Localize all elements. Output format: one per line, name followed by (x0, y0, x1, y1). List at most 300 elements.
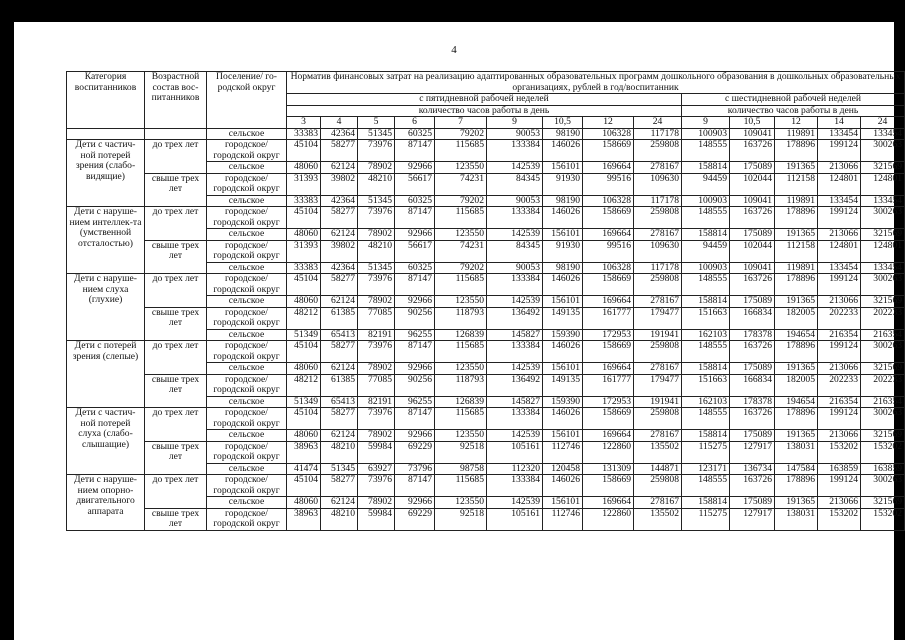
value-cell: 69229 (395, 441, 435, 463)
value-cell: 278167 (634, 363, 682, 375)
value-cell: 112158 (775, 240, 818, 262)
value-cell: 202233 (861, 374, 905, 396)
value-cell: 146026 (543, 207, 583, 229)
hours-six-3: 14 (818, 117, 861, 129)
value-cell: 278167 (634, 430, 682, 442)
value-cell: 133384 (487, 207, 543, 229)
value-cell: 122860 (583, 441, 634, 463)
value-cell: 191365 (775, 497, 818, 509)
value-cell: 45104 (287, 140, 321, 162)
value-cell: 138031 (775, 508, 818, 530)
value-cell: 118793 (435, 374, 487, 396)
value-cell: 62124 (321, 296, 358, 308)
value-cell: 78902 (358, 363, 395, 375)
value-cell: 179477 (634, 374, 682, 396)
age-cell (145, 128, 207, 140)
hours-five-0: 3 (287, 117, 321, 129)
value-cell: 259808 (634, 140, 682, 162)
value-cell: 178896 (775, 341, 818, 363)
value-cell: 300263 (861, 341, 905, 363)
category-cell: Дети с наруше-нием интеллек-та (умственной отсталостью) (67, 207, 145, 274)
value-cell: 169664 (583, 162, 634, 174)
value-cell: 156101 (543, 162, 583, 174)
value-cell: 115685 (435, 207, 487, 229)
value-cell: 73976 (358, 274, 395, 296)
value-cell: 87147 (395, 207, 435, 229)
value-cell: 58277 (321, 274, 358, 296)
category-cell: Дети с наруше-нием слуха (глухие) (67, 274, 145, 341)
value-cell: 146026 (543, 475, 583, 497)
value-cell: 77085 (358, 307, 395, 329)
value-cell: 133454 (861, 262, 905, 274)
value-cell: 148555 (682, 140, 730, 162)
value-cell: 123550 (435, 497, 487, 509)
value-cell: 105161 (487, 441, 543, 463)
value-cell: 175089 (730, 363, 775, 375)
settlement-cell: сельское (207, 195, 287, 207)
value-cell: 169664 (583, 363, 634, 375)
value-cell: 182005 (775, 307, 818, 329)
age-cell: до трех лет (145, 140, 207, 174)
value-cell: 79202 (435, 128, 487, 140)
value-cell: 166834 (730, 374, 775, 396)
value-cell: 92966 (395, 229, 435, 241)
settlement-cell: сельское (207, 363, 287, 375)
value-cell: 123550 (435, 430, 487, 442)
value-cell: 92966 (395, 296, 435, 308)
value-cell: 48060 (287, 296, 321, 308)
value-cell: 145827 (487, 396, 543, 408)
value-cell: 133384 (487, 341, 543, 363)
value-cell: 62124 (321, 162, 358, 174)
value-cell: 92966 (395, 162, 435, 174)
value-cell: 158669 (583, 341, 634, 363)
value-cell: 115685 (435, 475, 487, 497)
norm-table (66, 71, 905, 531)
value-cell: 48060 (287, 497, 321, 509)
age-cell: до трех лет (145, 475, 207, 509)
value-cell: 58277 (321, 140, 358, 162)
value-cell: 38963 (287, 508, 321, 530)
settlement-cell: городское/ городской округ (207, 274, 287, 296)
value-cell: 191365 (775, 363, 818, 375)
value-cell: 119891 (775, 195, 818, 207)
age-cell: до трех лет (145, 341, 207, 375)
value-cell: 191941 (634, 396, 682, 408)
value-cell: 56617 (395, 240, 435, 262)
value-cell: 96255 (395, 329, 435, 341)
value-cell: 156101 (543, 363, 583, 375)
value-cell: 73976 (358, 475, 395, 497)
value-cell: 321569 (861, 162, 905, 174)
value-cell: 60325 (395, 262, 435, 274)
value-cell: 148555 (682, 207, 730, 229)
age-cell: свыше трех лет (145, 441, 207, 475)
value-cell: 142539 (487, 497, 543, 509)
value-cell: 45104 (287, 341, 321, 363)
value-cell: 321569 (861, 229, 905, 241)
value-cell: 169664 (583, 296, 634, 308)
value-cell: 91930 (543, 173, 583, 195)
hours-five-1: 4 (321, 117, 358, 129)
value-cell: 178896 (775, 140, 818, 162)
value-cell: 39802 (321, 173, 358, 195)
value-cell: 127917 (730, 441, 775, 463)
header-hours-five: количество часов работы в день (287, 105, 682, 117)
value-cell: 78902 (358, 497, 395, 509)
value-cell: 194654 (775, 329, 818, 341)
value-cell: 48060 (287, 229, 321, 241)
value-cell: 109041 (730, 195, 775, 207)
value-cell: 123550 (435, 229, 487, 241)
value-cell: 115685 (435, 408, 487, 430)
value-cell: 133384 (487, 274, 543, 296)
value-cell: 33383 (287, 262, 321, 274)
header-age: Возрастной состав вос-питанников (145, 72, 207, 129)
value-cell: 48060 (287, 162, 321, 174)
value-cell: 42364 (321, 128, 358, 140)
value-cell: 191365 (775, 430, 818, 442)
value-cell: 87147 (395, 408, 435, 430)
settlement-cell: сельское (207, 162, 287, 174)
value-cell: 106328 (583, 128, 634, 140)
settlement-cell: городское/ городской округ (207, 140, 287, 162)
age-cell: до трех лет (145, 408, 207, 442)
table-row (67, 341, 905, 363)
value-cell: 148555 (682, 475, 730, 497)
category-cell: Дети с потерей зрения (слепые) (67, 341, 145, 408)
value-cell: 79202 (435, 195, 487, 207)
value-cell: 87147 (395, 341, 435, 363)
value-cell: 213066 (818, 229, 861, 241)
value-cell: 156101 (543, 296, 583, 308)
value-cell: 169664 (583, 430, 634, 442)
value-cell: 112158 (775, 173, 818, 195)
value-cell: 153202 (818, 441, 861, 463)
value-cell: 321569 (861, 430, 905, 442)
value-cell: 61385 (321, 374, 358, 396)
value-cell: 73976 (358, 408, 395, 430)
value-cell: 163859 (818, 463, 861, 475)
value-cell: 321569 (861, 497, 905, 509)
value-cell: 179477 (634, 307, 682, 329)
value-cell: 151663 (682, 307, 730, 329)
value-cell: 259808 (634, 341, 682, 363)
value-cell: 48210 (321, 441, 358, 463)
value-cell: 158669 (583, 274, 634, 296)
value-cell: 96255 (395, 396, 435, 408)
header-norm-title: Норматив финансовых затрат на реализацию адаптированных образовательных программ дошкольного образования в дошкольных образовательных организациях, рублей в год/воспитанник (287, 72, 905, 94)
value-cell: 133454 (818, 128, 861, 140)
value-cell: 92966 (395, 497, 435, 509)
value-cell: 73976 (358, 140, 395, 162)
value-cell: 115685 (435, 274, 487, 296)
value-cell: 61385 (321, 307, 358, 329)
value-cell: 149135 (543, 374, 583, 396)
age-cell: свыше трех лет (145, 307, 207, 341)
value-cell: 115275 (682, 441, 730, 463)
header-five-day: с пятидневной рабочей неделей (287, 94, 682, 106)
value-cell: 146026 (543, 140, 583, 162)
value-cell: 87147 (395, 140, 435, 162)
value-cell: 48060 (287, 430, 321, 442)
value-cell: 191365 (775, 296, 818, 308)
value-cell: 48210 (358, 240, 395, 262)
value-cell: 78902 (358, 162, 395, 174)
settlement-cell: городское/ городской округ (207, 307, 287, 329)
value-cell: 149135 (543, 307, 583, 329)
value-cell: 56617 (395, 173, 435, 195)
value-cell: 73796 (395, 463, 435, 475)
value-cell: 124801 (861, 240, 905, 262)
settlement-cell: сельское (207, 463, 287, 475)
value-cell: 146026 (543, 408, 583, 430)
value-cell: 169664 (583, 229, 634, 241)
value-cell: 62124 (321, 430, 358, 442)
value-cell: 199124 (818, 408, 861, 430)
table-row (67, 207, 905, 229)
settlement-cell: городское/ городской округ (207, 508, 287, 530)
value-cell: 126839 (435, 396, 487, 408)
settlement-cell: сельское (207, 262, 287, 274)
value-cell: 158814 (682, 229, 730, 241)
value-cell: 138031 (775, 441, 818, 463)
settlement-cell: городское/ городской округ (207, 173, 287, 195)
value-cell: 133384 (487, 475, 543, 497)
value-cell: 156101 (543, 497, 583, 509)
settlement-cell: городское/ городской округ (207, 408, 287, 430)
settlement-cell: городское/ городской округ (207, 475, 287, 497)
value-cell: 48210 (358, 173, 395, 195)
hours-five-3: 6 (395, 117, 435, 129)
value-cell: 216354 (818, 396, 861, 408)
value-cell: 115685 (435, 341, 487, 363)
value-cell: 51345 (358, 128, 395, 140)
settlement-cell: сельское (207, 497, 287, 509)
value-cell: 300263 (861, 140, 905, 162)
value-cell: 202233 (818, 374, 861, 396)
value-cell: 123550 (435, 363, 487, 375)
age-cell: до трех лет (145, 207, 207, 241)
value-cell: 144871 (634, 463, 682, 475)
value-cell: 278167 (634, 229, 682, 241)
value-cell: 51345 (321, 463, 358, 475)
value-cell: 175089 (730, 497, 775, 509)
value-cell: 278167 (634, 497, 682, 509)
value-cell: 99516 (583, 240, 634, 262)
value-cell: 48212 (287, 374, 321, 396)
age-cell: до трех лет (145, 274, 207, 308)
value-cell: 158814 (682, 497, 730, 509)
value-cell: 100903 (682, 128, 730, 140)
value-cell: 133384 (487, 140, 543, 162)
table-row (67, 408, 905, 430)
value-cell: 105161 (487, 508, 543, 530)
value-cell: 115685 (435, 140, 487, 162)
value-cell: 178896 (775, 274, 818, 296)
value-cell: 178378 (730, 396, 775, 408)
value-cell: 102044 (730, 240, 775, 262)
value-cell: 175089 (730, 296, 775, 308)
value-cell: 178896 (775, 475, 818, 497)
value-cell: 58277 (321, 475, 358, 497)
value-cell: 146026 (543, 341, 583, 363)
value-cell: 119891 (775, 128, 818, 140)
table-body (67, 128, 905, 530)
value-cell: 92518 (435, 508, 487, 530)
value-cell: 145827 (487, 329, 543, 341)
table-row (67, 173, 905, 195)
value-cell: 202233 (818, 307, 861, 329)
value-cell: 202233 (861, 307, 905, 329)
value-cell: 100903 (682, 195, 730, 207)
value-cell: 41474 (287, 463, 321, 475)
value-cell: 33383 (287, 195, 321, 207)
value-cell: 99516 (583, 173, 634, 195)
value-cell: 194654 (775, 396, 818, 408)
table-row (67, 128, 905, 140)
value-cell: 48210 (321, 508, 358, 530)
value-cell: 60325 (395, 195, 435, 207)
category-cell: Дети с частич-ной потерей зрения (слабо-видящие) (67, 140, 145, 207)
value-cell: 123171 (682, 463, 730, 475)
value-cell: 90053 (487, 128, 543, 140)
settlement-cell: сельское (207, 329, 287, 341)
value-cell: 39802 (321, 240, 358, 262)
value-cell: 199124 (818, 140, 861, 162)
value-cell: 159390 (543, 396, 583, 408)
settlement-cell: сельское (207, 229, 287, 241)
value-cell: 65413 (321, 396, 358, 408)
value-cell: 90053 (487, 195, 543, 207)
value-cell: 63927 (358, 463, 395, 475)
value-cell: 84345 (487, 240, 543, 262)
value-cell: 106328 (583, 262, 634, 274)
value-cell: 74231 (435, 173, 487, 195)
value-cell: 51345 (358, 262, 395, 274)
value-cell: 191365 (775, 162, 818, 174)
value-cell: 117178 (634, 128, 682, 140)
value-cell: 94459 (682, 173, 730, 195)
value-cell: 59984 (358, 508, 395, 530)
value-cell: 123550 (435, 162, 487, 174)
hours-five-4: 7 (435, 117, 487, 129)
value-cell: 133454 (818, 262, 861, 274)
value-cell: 38963 (287, 441, 321, 463)
value-cell: 33383 (287, 128, 321, 140)
value-cell: 158669 (583, 207, 634, 229)
value-cell: 51349 (287, 396, 321, 408)
value-cell: 300263 (861, 475, 905, 497)
table-row (67, 374, 905, 396)
value-cell: 45104 (287, 274, 321, 296)
value-cell: 51345 (358, 195, 395, 207)
value-cell: 175089 (730, 162, 775, 174)
value-cell: 199124 (818, 207, 861, 229)
settlement-cell: сельское (207, 296, 287, 308)
value-cell: 158814 (682, 296, 730, 308)
value-cell: 156101 (543, 430, 583, 442)
value-cell: 84345 (487, 173, 543, 195)
hours-five-5: 9 (487, 117, 543, 129)
value-cell: 133454 (861, 195, 905, 207)
value-cell: 136734 (730, 463, 775, 475)
value-cell: 58277 (321, 207, 358, 229)
value-cell: 98758 (435, 463, 487, 475)
value-cell: 48060 (287, 363, 321, 375)
value-cell: 98190 (543, 195, 583, 207)
page-number: 4 (451, 44, 457, 56)
value-cell: 142539 (487, 363, 543, 375)
value-cell: 216354 (861, 396, 905, 408)
value-cell: 300263 (861, 408, 905, 430)
value-cell: 213066 (818, 162, 861, 174)
value-cell: 59984 (358, 441, 395, 463)
hours-six-4: 24 (861, 117, 905, 129)
value-cell: 135502 (634, 508, 682, 530)
value-cell: 259808 (634, 207, 682, 229)
value-cell: 213066 (818, 497, 861, 509)
value-cell: 109630 (634, 173, 682, 195)
settlement-cell: городское/ городской округ (207, 341, 287, 363)
value-cell: 161777 (583, 307, 634, 329)
value-cell: 191365 (775, 229, 818, 241)
value-cell: 112746 (543, 508, 583, 530)
value-cell: 153202 (861, 508, 905, 530)
value-cell: 92966 (395, 430, 435, 442)
value-cell: 109041 (730, 128, 775, 140)
value-cell: 82191 (358, 396, 395, 408)
value-cell: 300263 (861, 207, 905, 229)
value-cell: 48212 (287, 307, 321, 329)
value-cell: 78902 (358, 229, 395, 241)
value-cell: 119891 (775, 262, 818, 274)
value-cell: 58277 (321, 341, 358, 363)
value-cell: 216354 (861, 329, 905, 341)
settlement-cell: сельское (207, 430, 287, 442)
value-cell: 117178 (634, 195, 682, 207)
value-cell: 158669 (583, 475, 634, 497)
hours-six-2: 12 (775, 117, 818, 129)
hours-five-6: 10,5 (543, 117, 583, 129)
value-cell: 65413 (321, 329, 358, 341)
value-cell: 90053 (487, 262, 543, 274)
value-cell: 98190 (543, 128, 583, 140)
value-cell: 142539 (487, 296, 543, 308)
hours-five-8: 24 (634, 117, 682, 129)
header-settlement: Поселение/ го-родской округ (207, 72, 287, 129)
value-cell: 109041 (730, 262, 775, 274)
value-cell: 112746 (543, 441, 583, 463)
value-cell: 62124 (321, 229, 358, 241)
value-cell: 159390 (543, 329, 583, 341)
value-cell: 73976 (358, 207, 395, 229)
value-cell: 182005 (775, 374, 818, 396)
settlement-cell: сельское (207, 396, 287, 408)
value-cell: 136492 (487, 374, 543, 396)
value-cell: 169664 (583, 497, 634, 509)
value-cell: 45104 (287, 207, 321, 229)
table-row (67, 140, 905, 162)
value-cell: 199124 (818, 341, 861, 363)
value-cell: 31393 (287, 173, 321, 195)
value-cell: 178378 (730, 329, 775, 341)
value-cell: 321569 (861, 296, 905, 308)
value-cell: 163726 (730, 475, 775, 497)
value-cell: 87147 (395, 274, 435, 296)
value-cell: 136492 (487, 307, 543, 329)
value-cell: 153202 (861, 441, 905, 463)
